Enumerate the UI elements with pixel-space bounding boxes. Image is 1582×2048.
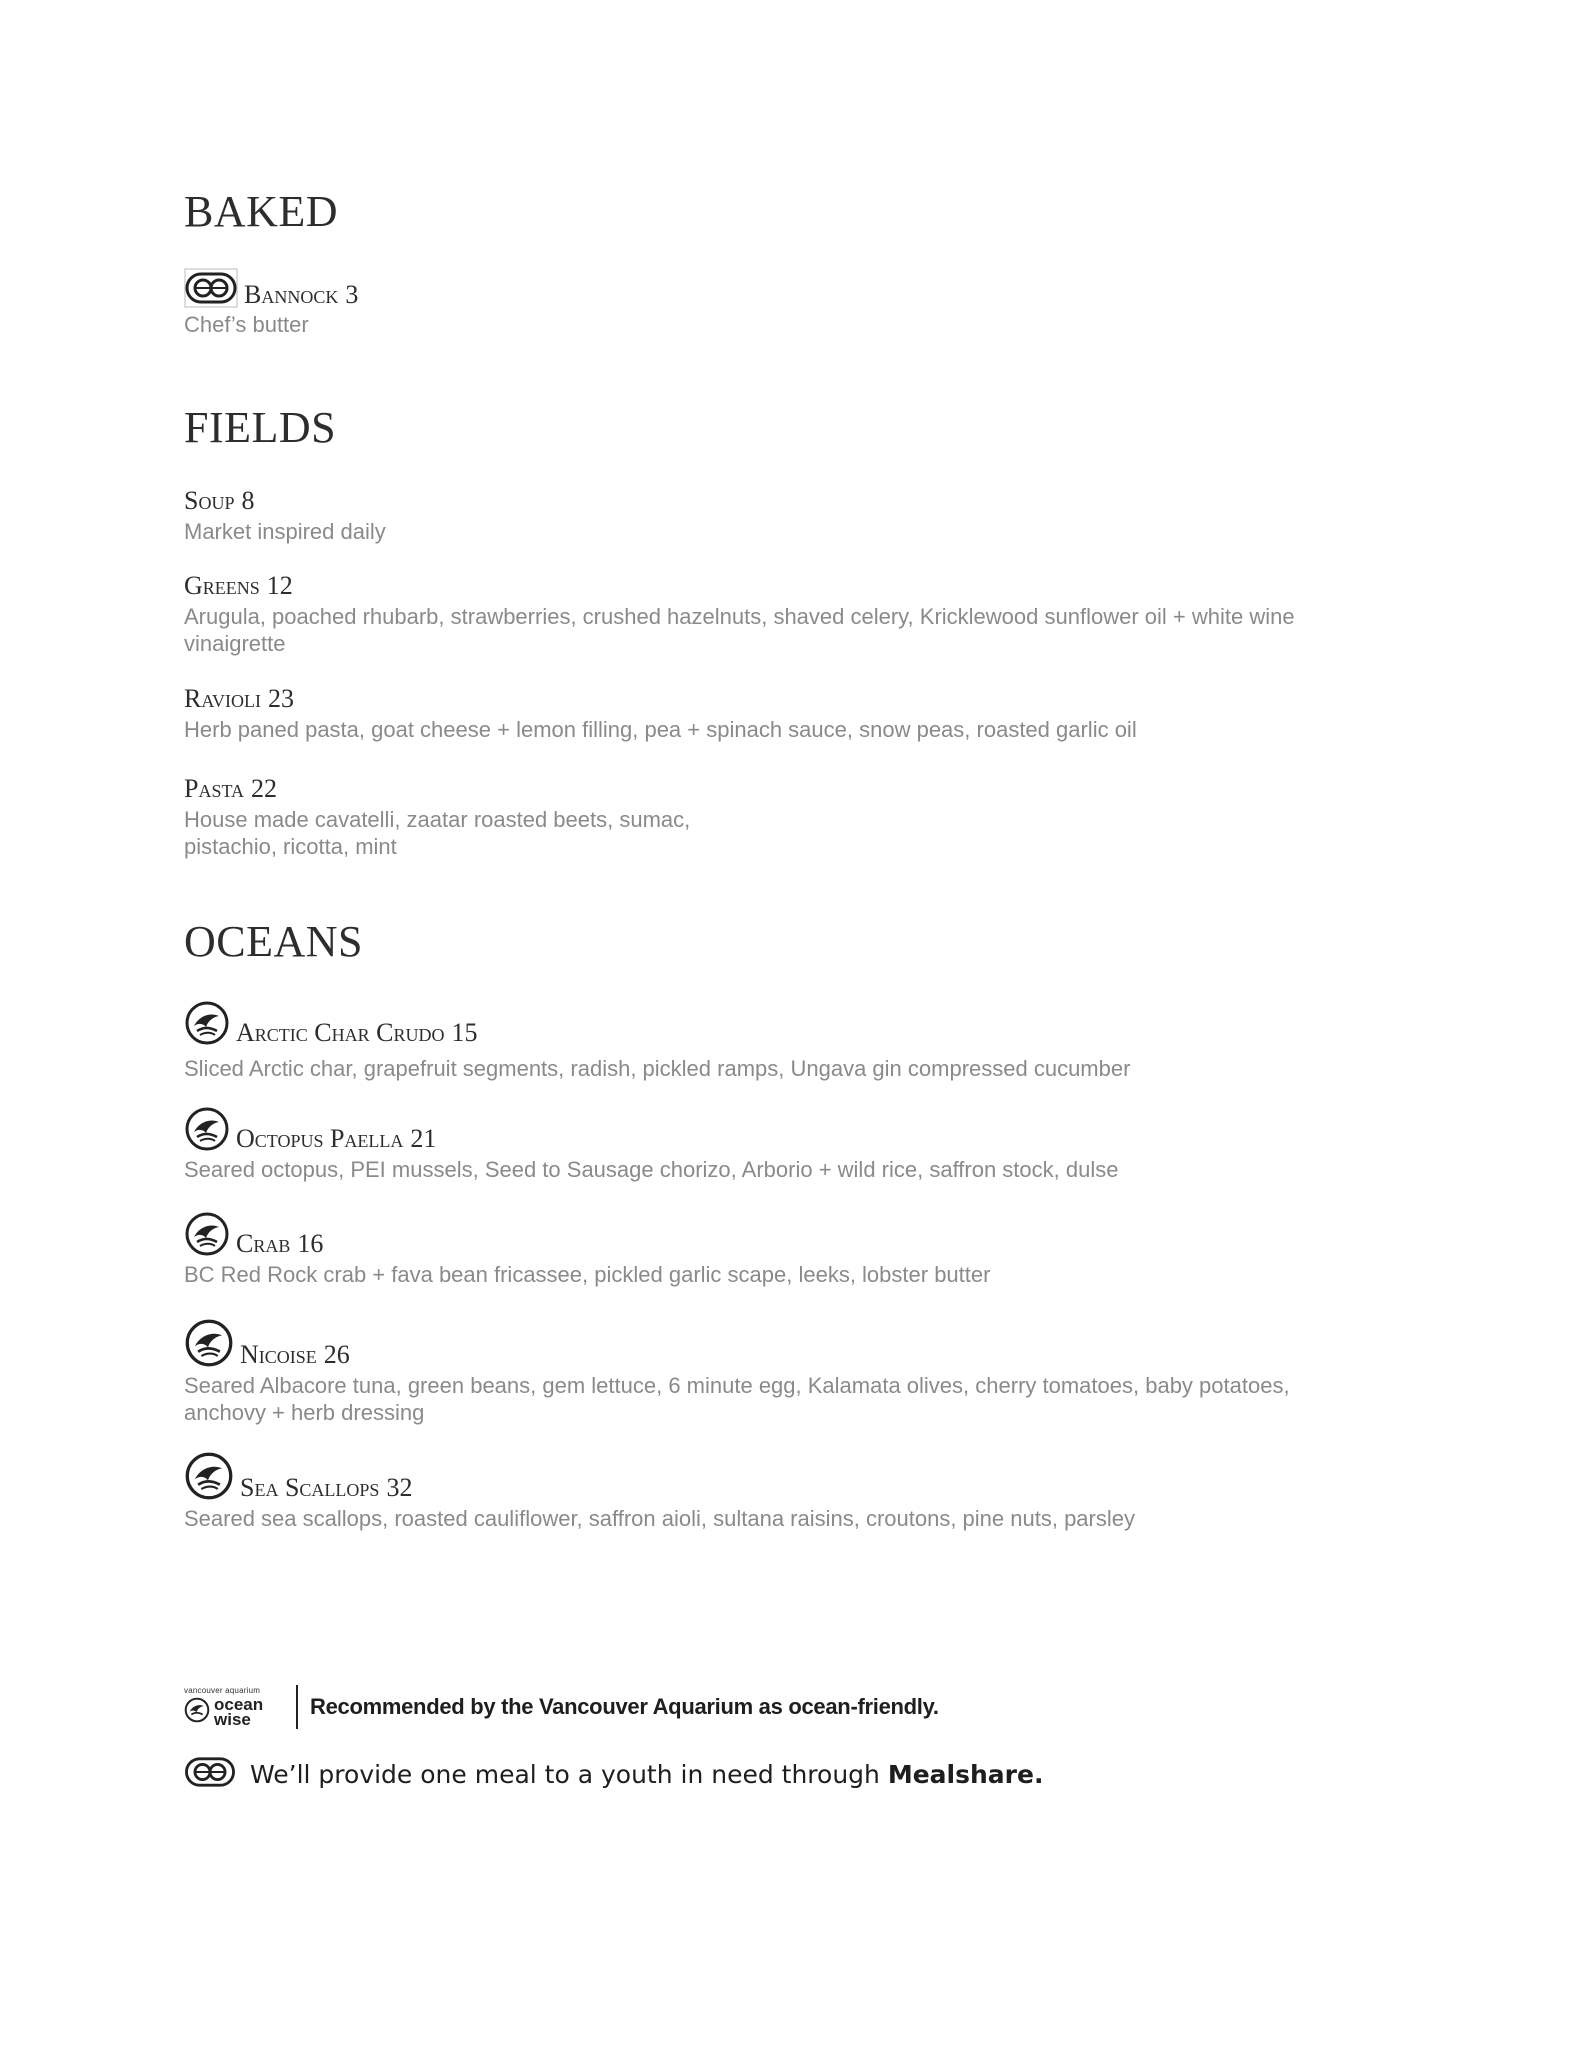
item-description: Market inspired daily [184,519,386,544]
section-heading-oceans: OCEANS [184,917,364,966]
ocean-wise-text: Recommended by the Vancouver Aquarium as ocean-friendly. [310,1694,939,1719]
item-description: Herb paned pasta, goat cheese + lemon filling, pea + spinach sauce, snow peas, roasted garlic oil [184,717,1137,742]
item-description [184,806,1384,860]
menu-item-crab [184,1211,1384,1288]
item-price: 22 [251,774,278,803]
item-price: 23 [268,684,295,713]
menu-item-octopus-paella [184,1106,1384,1183]
item-price: 15 [451,1018,478,1047]
item-price: 12 [266,571,293,600]
item-description-line: pistachio, ricotta, mint [184,834,397,859]
ocean-wise-icon [184,1697,210,1728]
item-description: Sliced Arctic char, grapefruit segments, radish, pickled ramps, Ungava gin compressed cucumber [184,1056,1131,1081]
item-description-line: House made cavatelli, zaatar roasted beets, sumac, [184,807,691,832]
item-description: Chef’s butter [184,312,309,337]
item-name: Pasta [184,774,245,803]
ocean-wise-icon [184,1318,234,1368]
item-price: 3 [345,280,359,309]
menu-item-bannock [184,268,1384,338]
ocean-wise-logo [184,1684,284,1730]
item-description: BC Red Rock crab + fava bean fricassee, pickled garlic scape, leeks, lobster butter [184,1262,991,1287]
ocean-wise-note [184,1684,939,1730]
item-price: 21 [410,1124,437,1153]
ocean-wise-icon [184,1451,234,1501]
menu-item-arctic-char-crudo [184,1000,1384,1082]
item-name: Ravioli [184,684,262,713]
section-heading-fields: FIELDS [184,403,337,452]
mealshare-text [250,1760,1043,1789]
mealshare-brand: Mealshare. [887,1760,1044,1789]
item-name: Sea Scallops [240,1473,380,1502]
item-name: Greens [184,571,260,600]
mealshare-note [184,1756,1043,1793]
item-price: 8 [241,486,255,515]
item-price: 16 [297,1229,324,1258]
menu-item-nicoise [184,1318,1384,1426]
mealshare-text-prefix: We’ll provide one meal to a youth in need through [250,1760,888,1789]
item-price: 26 [323,1340,350,1369]
ocean-wise-logo-word: ocean [214,1695,264,1714]
item-description: Arugula, poached rhubarb, strawberries, crushed hazelnuts, shaved celery, Kricklewood sunflower oil + white wine vinaigrette [184,604,1295,656]
ocean-wise-logo-word: wise [214,1710,251,1729]
ocean-wise-logo-top: vancouver aquarium [184,1685,261,1695]
item-name: Octopus Paella [236,1124,404,1153]
menu-item-pasta [184,776,1384,860]
item-description: Seared octopus, PEI mussels, Seed to Sausage chorizo, Arborio + wild rice, saffron stock, dulse [184,1157,1119,1182]
ocean-wise-icon [184,1000,230,1046]
item-price: 32 [386,1473,413,1502]
item-name: Crab [236,1229,291,1258]
logo-divider [296,1685,298,1729]
mealshare-icon [184,1756,236,1793]
item-name: Bannock [244,280,339,309]
item-description: Seared sea scallops, roasted cauliflower, saffron aioli, sultana raisins, croutons, pine nuts, parsley [184,1506,1135,1531]
item-description: Seared Albacore tuna, green beans, gem lettuce, 6 minute egg, Kalamata olives, cherry tomatoes, baby potatoes, anchovy + herb dressing [184,1373,1290,1425]
ocean-wise-icon [184,1106,230,1152]
menu-item-sea-scallops [184,1451,1384,1532]
item-name: Arctic Char Crudo [236,1018,445,1047]
ocean-wise-icon [184,1211,230,1257]
item-name: Soup [184,486,235,515]
item-name: Nicoise [240,1340,317,1369]
menu-item-ravioli [184,686,1384,743]
mealshare-icon [184,268,238,308]
menu-item-greens [184,573,1384,657]
menu-item-soup [184,488,1384,545]
section-heading-baked: BAKED [184,187,339,236]
